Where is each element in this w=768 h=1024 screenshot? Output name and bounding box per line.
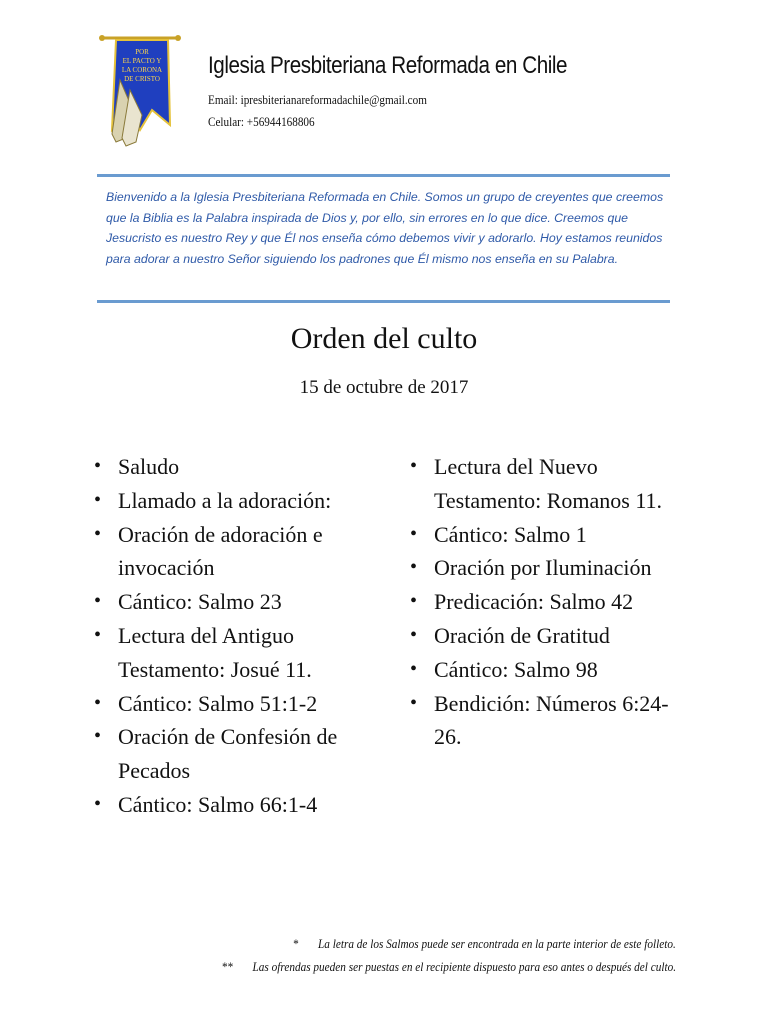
- list-item: • Oración por Iluminación: [410, 551, 680, 585]
- phone-line: Celular: +56944168806: [208, 114, 315, 129]
- list-item: • Cántico: Salmo 1: [410, 518, 680, 552]
- list-item: • Cántico: Salmo 66:1-4: [94, 788, 379, 822]
- divider-bottom: [97, 300, 670, 303]
- list-item: • Oración de Confesión de Pecados: [94, 720, 379, 788]
- list-item: • Lectura del Nuevo Testamento: Romanos 11.: [410, 450, 680, 518]
- logo-line-2: EL PACTO Y: [122, 57, 162, 65]
- divider-top: [97, 174, 670, 177]
- list-item: • Llamado a la adoración:: [94, 484, 379, 518]
- order-list-left: [94, 450, 379, 822]
- footnote-text: La letra de los Salmos puede ser encontrada en la parte interior de este folleto.: [318, 937, 676, 951]
- logo-line-4: DE CRISTO: [124, 75, 160, 83]
- footnote-mark: *: [292, 937, 299, 951]
- church-banner-logo: [90, 30, 190, 165]
- list-item: • Cántico: Salmo 51:1-2: [94, 687, 379, 721]
- list-item: • Predicación: Salmo 42: [410, 585, 680, 619]
- list-item: • Lectura del Antiguo Testamento: Josué 11.: [94, 619, 379, 687]
- list-item: • Cántico: Salmo 23: [94, 585, 379, 619]
- list-item: • Cántico: Salmo 98: [410, 653, 680, 687]
- list-item: • Bendición: Números 6:24-26.: [410, 687, 680, 755]
- list-item: • Oración de adoración e invocación: [94, 518, 379, 586]
- list-item: • Saludo: [94, 450, 379, 484]
- footnote-mark: **: [221, 960, 233, 974]
- order-title: Orden del culto: [290, 322, 478, 355]
- footnote-psalms: [293, 937, 676, 952]
- email-line: Email: ipresbiterianareformadachile@gmail.com: [208, 92, 427, 107]
- order-date: 15 de octubre de 2017: [299, 377, 469, 398]
- order-list-right: [410, 450, 680, 754]
- church-name: Iglesia Presbiteriana Reformada en Chile: [208, 52, 568, 79]
- footnote-text: Las ofrendas pueden ser puestas en el recipiente dispuesto para eso antes o después del culto.: [252, 960, 677, 974]
- welcome-paragraph: Bienvenido a la Iglesia Presbiteriana Reformada en Chile. Somos un grupo de creyentes que creemos que la Biblia es la Palabra inspirada de Dios y, por ello, sin errores en lo que dice. Creemos que Jesucristo es nuestro Rey y que Él nos enseña cómo debemos vivir y adorarlo. Hoy estamos reunidos para adorar a nuestro Señor siguiendo los padrones que Él mismo nos enseña en su Palabra.: [106, 190, 664, 266]
- logo-line-3: LA CORONA: [121, 66, 163, 74]
- footnote-offerings: [221, 960, 676, 975]
- list-item: • Oración de Gratitud: [410, 619, 680, 653]
- logo-line-1: POR: [135, 48, 149, 56]
